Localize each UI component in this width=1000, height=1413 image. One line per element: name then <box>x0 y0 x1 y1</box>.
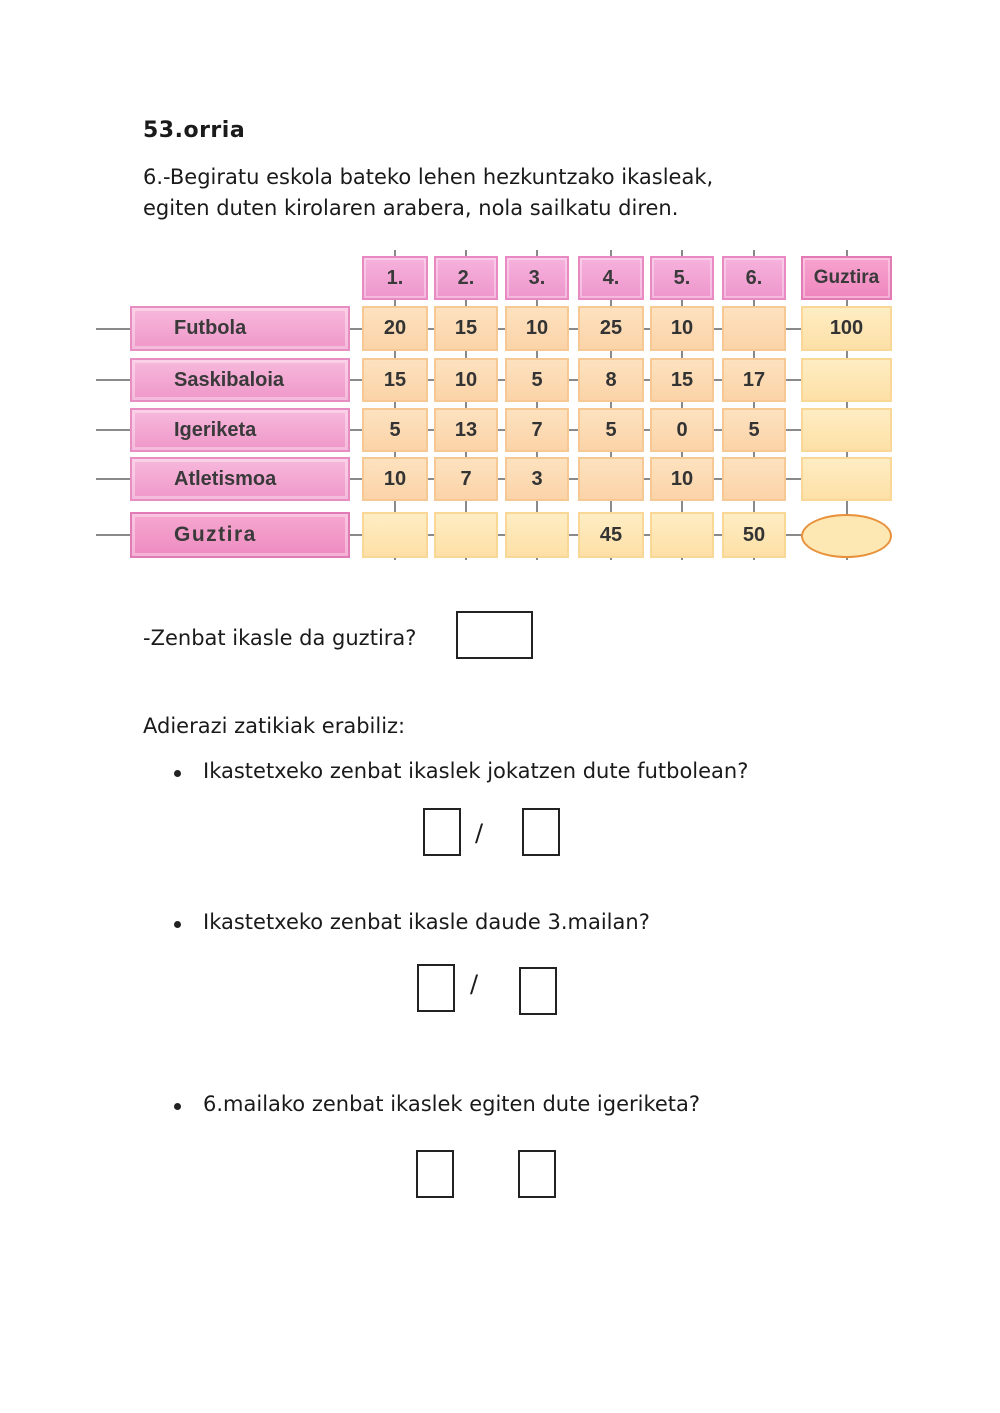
row-label: Guztira <box>130 512 350 558</box>
value-cell: 0 <box>650 408 714 452</box>
fraction-slash-2: / <box>470 970 479 998</box>
denominator-box-3[interactable] <box>518 1150 556 1198</box>
column-header: 6. <box>722 256 786 300</box>
answer-box-total[interactable] <box>456 611 533 659</box>
grand-total-ellipse[interactable] <box>801 512 892 558</box>
value-cell: 13 <box>434 408 498 452</box>
intro-line-1: 6.-Begiratu eskola bateko lehen hezkuntzako ikasleak, <box>143 165 714 189</box>
value-cell: 20 <box>362 306 428 351</box>
column-header: 2. <box>434 256 498 300</box>
value-cell: 15 <box>362 358 428 402</box>
row-label: Igeriketa <box>130 408 350 452</box>
value-cell: 10 <box>650 306 714 351</box>
value-cell: 15 <box>434 306 498 351</box>
value-cell: 10 <box>362 457 428 501</box>
column-header: 1. <box>362 256 428 300</box>
fraction-slash-1: / <box>475 819 484 847</box>
bullet-1-text: Ikastetxeko zenbat ikaslek jokatzen dute futbolean? <box>203 759 749 783</box>
denominator-box-2[interactable] <box>519 967 557 1015</box>
value-cell: 100 <box>801 306 892 351</box>
exercise-intro <box>143 162 863 224</box>
row-label: Saskibaloia <box>130 358 350 402</box>
value-cell: 7 <box>505 408 569 452</box>
empty-value-cell[interactable] <box>801 457 892 501</box>
value-cell: 3 <box>505 457 569 501</box>
value-cell: 5 <box>362 408 428 452</box>
row-label: Atletismoa <box>130 457 350 501</box>
question-total: -Zenbat ikasle da guztira? <box>143 626 417 650</box>
bullet-2-text: Ikastetxeko zenbat ikasle daude 3.mailan? <box>203 910 650 934</box>
column-header: 4. <box>578 256 644 300</box>
column-header: 5. <box>650 256 714 300</box>
empty-value-cell[interactable] <box>434 512 498 558</box>
row-label: Futbola <box>130 306 350 351</box>
numerator-box-2[interactable] <box>417 964 455 1012</box>
empty-value-cell[interactable] <box>801 358 892 402</box>
value-cell: 10 <box>650 457 714 501</box>
denominator-box-1[interactable] <box>522 808 560 856</box>
bullet-2-dot <box>174 921 181 928</box>
empty-value-cell[interactable] <box>505 512 569 558</box>
empty-value-cell[interactable] <box>722 457 786 501</box>
intro-line-2: egiten duten kirolaren arabera, nola sailkatu diren. <box>143 196 679 220</box>
numerator-box-3[interactable] <box>416 1150 454 1198</box>
empty-value-cell[interactable] <box>578 457 644 501</box>
bullet-1-dot <box>174 770 181 777</box>
grand-total-oval <box>801 514 892 558</box>
empty-value-cell[interactable] <box>362 512 428 558</box>
value-cell: 15 <box>650 358 714 402</box>
column-header: Guztira <box>801 256 892 300</box>
empty-value-cell[interactable] <box>650 512 714 558</box>
empty-value-cell[interactable] <box>801 408 892 452</box>
page-title: 53.orria <box>143 118 246 143</box>
value-cell: 10 <box>434 358 498 402</box>
value-cell: 5 <box>505 358 569 402</box>
value-cell: 50 <box>722 512 786 558</box>
value-cell: 5 <box>578 408 644 452</box>
fractions-intro: Adierazi zatikiak erabiliz: <box>143 714 406 738</box>
bullet-3-dot <box>174 1103 181 1110</box>
value-cell: 17 <box>722 358 786 402</box>
numerator-box-1[interactable] <box>423 808 461 856</box>
value-cell: 5 <box>722 408 786 452</box>
column-header: 3. <box>505 256 569 300</box>
empty-value-cell[interactable] <box>722 306 786 351</box>
value-cell: 7 <box>434 457 498 501</box>
value-cell: 25 <box>578 306 644 351</box>
value-cell: 10 <box>505 306 569 351</box>
value-cell: 45 <box>578 512 644 558</box>
bullet-3-text: 6.mailako zenbat ikaslek egiten dute igeriketa? <box>203 1092 701 1116</box>
sports-table <box>96 248 896 568</box>
value-cell: 8 <box>578 358 644 402</box>
